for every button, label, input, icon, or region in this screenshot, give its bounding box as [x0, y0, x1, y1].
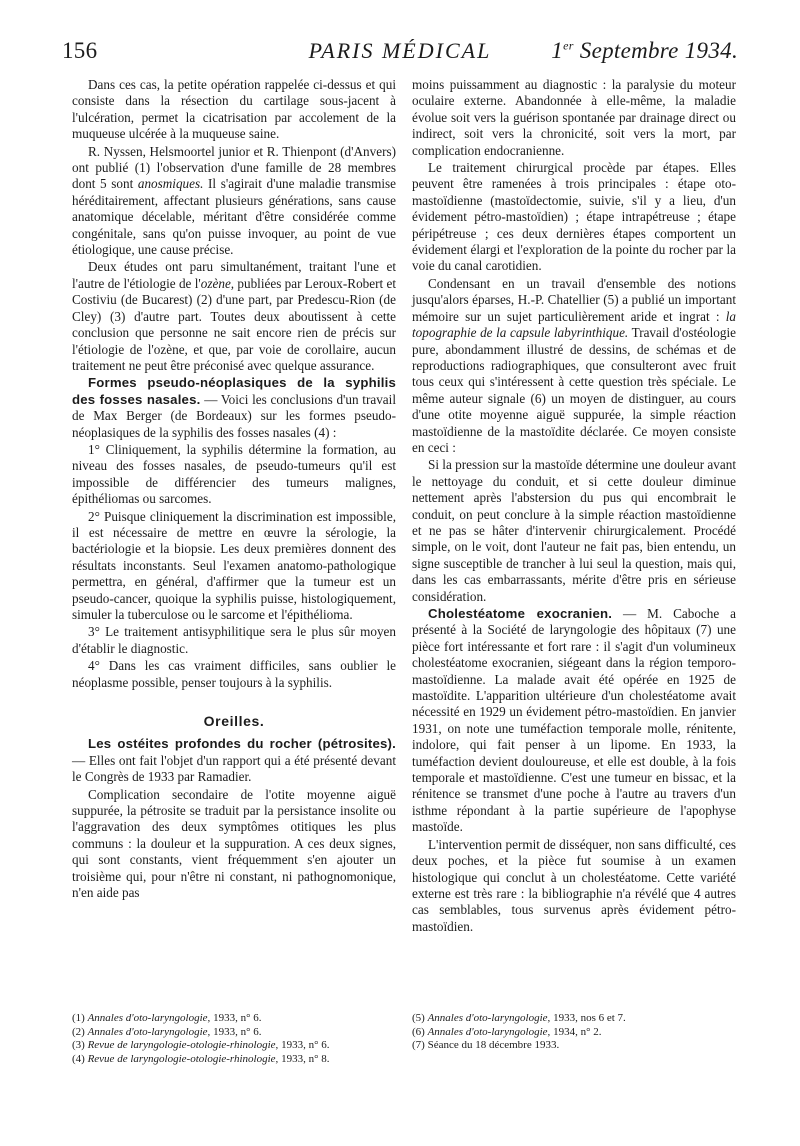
page-header: [62, 38, 738, 72]
issue-date: 1er Septembre 1934.: [551, 38, 738, 63]
run-in-heading: Les ostéites profondes du rocher (pétrosites).: [88, 736, 396, 752]
run-in-heading: Cholestéatome exocranien.: [428, 606, 613, 621]
footnote: (1) Annales d'oto-laryngologie, 1933, n° 6.: [72, 1012, 262, 1024]
paragraph: Complication secondaire de l'otite moyenne aiguë suppurée, la pétrosite se traduit par la persistance insolite ou l'aggravation des deux symptômes otitiques les plus communs : la douleur et la suppuration. A ces deux signes, qui sont constants, vient fréquemment s'en ajouter un troisième qui, pour n'être ni constant, ni pathognomonique, n'en aide pas: [72, 786, 396, 901]
footnote: (6) Annales d'oto-laryngologie, 1934, n° 2.: [412, 1025, 602, 1038]
left-column: [72, 77, 396, 903]
paragraph: Deux études ont paru simultanément, traitant l'une et l'autre de l'étiologie de l'ozène, publiées par Leroux-Robert et Costiviu (de Bucarest) (2) d'une part, par Predescu-Rion (de Cley) (3) d'autre part. Toutes deux aboutissent à cette conclusion que personne ne sait encore rien de précis sur l'étiologie de l'ozène, et que, par voie de corollaire, aucun traitement ne peut être préconisé avec quelque assurance.: [72, 259, 397, 373]
paragraph: moins puissamment au diagnostic : la paralysie du moteur oculaire externe. Abandonnée à elle-même, la maladie évolue soit vers la guérison spontanée par drainage direct ou indirect, soit vers la chronicité, soit vers la mort, par complication endocranienne.: [412, 77, 736, 158]
footnote: (5) Annales d'oto-laryngologie, 1933, nos 6 et 7.: [412, 1012, 626, 1024]
footnote: (3) Revue de laryngologie-otologie-rhinologie, 1933, n° 6.: [72, 1039, 330, 1052]
list-item: 4° Dans les cas vraiment difficiles, sans oublier le néoplasme possible, penser toujours à la syphilis.: [72, 658, 396, 690]
footnote: (4) Revue de laryngologie-otologie-rhinologie, 1933, n° 8.: [72, 1052, 330, 1065]
section-heading: Oreilles.: [203, 713, 265, 730]
paragraph: Condensant en un travail d'ensemble des notions jusqu'alors éparses, H.-P. Chatellier (5) a publié un important mémoire sur un sujet particulièrement aride et ingrat : la topographie de la capsule labyrinthique. Travail d'ostéologie pure, abondamment illustré de dessins, de schémas et de reproductions radiographiques, que consulteront avec fruit tous ceux qui s'intéressent à cette question très spéciale. Le même auteur signale (6) un moyen de distinguer, au cours d'une otite moyenne aiguë suppurée, la simple réaction mastoïdienne de la mastoïdite déclarée. Ce moyen consiste en ceci :: [412, 275, 736, 455]
list-item: 1° Cliniquement, la syphilis détermine la formation, au niveau des fosses nasales, de pseudo-tumeurs qu'il est impossible de différencier des tumeurs malignes, épithéliomas ou sarcomes.: [72, 441, 396, 507]
paragraph: Dans ces cas, la petite opération rappelée ci-dessus et qui consiste dans la résection du cartilage sous-jacent à l'ulcération, permet la cicatrisation par accolement de la muqueuse ulcérée à la muqueuse saine.: [72, 77, 396, 142]
paragraph: R. Nyssen, Helsmoortel junior et R. Thienpont (d'Anvers) ont publié (1) l'observation d'une famille de 28 membres dont 5 sont anosmiques. Il s'agirait d'une maladie transmise héréditairement, affectant plusieurs générations, sans cause anatomique décelable, méritant d'être considérée comme congénitale, sans qu'on puisse invoquer, au point de vue étiologique, une cause précise.: [72, 143, 396, 258]
paragraph: Le traitement chirurgical procède par étapes. Elles peuvent être ramenées à trois principales : étape oto-mastoïdienne (mastoïdectomie, suivie, s'il y a lieu, d'un évidement pétro-mastoïdien) ; étape intrapétreuse ; étape péripétreuse ; ces deux dernières étapes comportent un évidement élargi et l'exploration de la pointe du rocher par la voie du canal carotidien.: [412, 160, 736, 274]
list-item: 3° Le traitement antisyphilitique sera le plus sûr moyen d'établir le diagnostic.: [72, 624, 396, 656]
journal-title: PARIS MÉDICAL: [308, 38, 492, 63]
footnotes-left: [72, 1012, 396, 1066]
paragraph: Les ostéites profondes du rocher (pétrosites). — Elles ont fait l'objet d'un rapport qui a été présenté devant le Congrès de 1933 par Ramadier.: [72, 736, 396, 785]
paragraph: Cholestéatome exocranien. — M. Caboche a présenté à la Société de laryngologie des hôpitaux (7) une pièce fort intéressante et fort rare : il s'agit d'un volumineux cholestéatome exocranien, siégeant dans la région temporo-mastoïdienne. La malade avait été opérée en 1925 de mastoïdite. L'apparition ultérieure d'un cholestéatome avait nécessité en 1929 un évidement pétro-mastoïdien. En janvier 1931, on note une tuméfaction temporale molle, rénitente, indolore, qui fait penser à un lipome. En 1933, la tuméfaction devient douloureuse, et elle est double, à la fois temporale et mastoïdienne. C'est une tumeur en bissac, et la rénitence se transmet d'une poche à l'autre au travers d'un isthme répondant à la partie supérieure de l'apophyse mastoïde.: [412, 606, 737, 835]
page-number: 156: [62, 38, 98, 63]
paragraph: Si la pression sur la mastoïde détermine une douleur avant le nettoyage du conduit, et si cette douleur diminue nettement après l'abstersion du pus qui encombrait le conduit, on peut conclure à la simple réaction mastoïdienne et ne pas se hâter d'intervenir chirurgicalement. Procédé simple, on le voit, dont l'auteur ne fait pas, bien entendu, un signe susceptible de trancher à lui seul la question, mais qui, dans les cas embarrassants, mérite d'être pris en sérieuse considération.: [412, 457, 736, 604]
right-column: [412, 77, 736, 936]
footnotes-right: [412, 1012, 736, 1053]
paragraph: L'intervention permit de disséquer, non sans difficulté, ces deux poches, et la pièce fut soumise à un examen histologique qui conclut à un cholestéatome. Cette variété externe est très rare : la bibliographie n'a révélé que 4 autres cas semblables, tous survenus après évidement pétro-mastoïdien.: [412, 836, 736, 934]
paragraph: Formes pseudo-néoplasiques de la syphilis des fosses nasales. — Voici les conclusions d'un travail de Max Berger (de Bordeaux) sur les formes pseudo-néoplasiques de la syphilis des fosses nasales (4) :: [72, 375, 396, 440]
list-item: 2° Puisque cliniquement la discrimination est impossible, il est nécessaire de mettre en œuvre la sérologie, la bactériologie et la biopsie. Les deux premières donnent des résultats inconstants. Seul l'examen anatomo-pathologique permettra, en général, d'affirmer que la tumeur est un pseudo-cancer, quoique la syphilis puisse, histologiquement, simuler la tuberculose ou le sarcome et l'épithélioma.: [72, 508, 396, 622]
footnote: (2) Annales d'oto-laryngologie, 1933, n° 6.: [72, 1025, 262, 1038]
footnote: (7) Séance du 18 décembre 1933.: [412, 1039, 560, 1052]
run-in-heading: Formes pseudo-néoplasiques de la syphilis des fosses nasales.: [72, 375, 396, 407]
